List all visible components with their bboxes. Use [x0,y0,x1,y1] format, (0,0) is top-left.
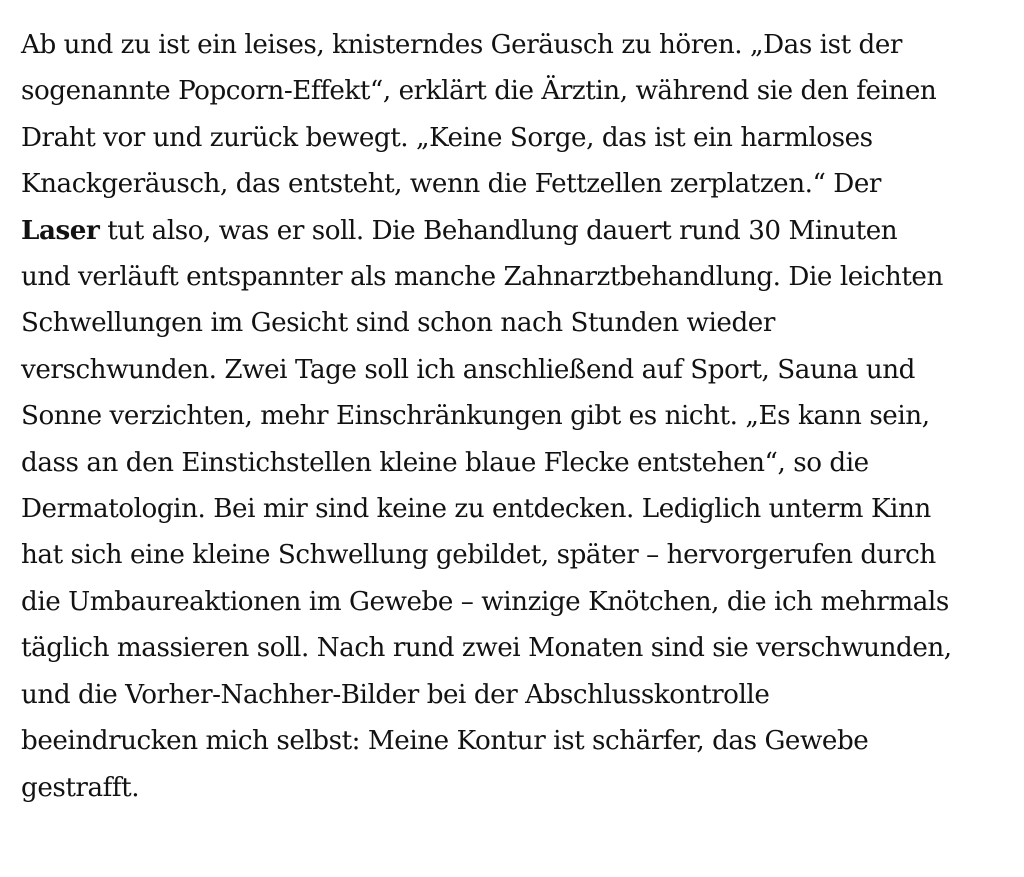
paragraph-line: sogenannte Popcorn-Effekt“, erklärt die Ärztin, während sie den feinen [21,76,937,107]
paragraph-line: Knackgeräusch, das entsteht, wenn die Fettzellen zerplatzen.“ Der [21,169,881,200]
paragraph-line: gestrafft. [21,772,140,803]
article-paragraph [21,22,1011,811]
paragraph-line: Schwellungen im Gesicht sind schon nach Stunden wieder [21,308,775,339]
paragraph-line: dass an den Einstichstellen kleine blaue Flecke entstehen“, so die [21,447,869,478]
paragraph-line: täglich massieren soll. Nach rund zwei Monaten sind sie verschwunden, [21,633,952,664]
paragraph-line: beeindrucken mich selbst: Meine Kontur ist schärfer, das Gewebe [21,726,869,757]
paragraph-line: Sonne verzichten, mehr Einschränkungen gibt es nicht. „Es kann sein, [21,401,930,432]
paragraph-line: Ab und zu ist ein leises, knisterndes Geräusch zu hören. „Das ist der [21,30,902,60]
paragraph-line: Dermatologin. Bei mir sind keine zu entdecken. Lediglich unterm Kinn [21,494,931,525]
paragraph-line: und die Vorher-Nachher-Bilder bei der Abschlusskontrolle [21,679,770,710]
paragraph-line: die Umbaureaktionen im Gewebe – winzige Knötchen, die ich mehrmals [21,586,949,617]
paragraph-line: Draht vor und zurück bewegt. „Keine Sorge, das ist ein harmloses [21,122,873,153]
paragraph-line: verschwunden. Zwei Tage soll ich anschließend auf Sport, Sauna und [21,354,915,385]
paragraph-line: hat sich eine kleine Schwellung gebildet, später – hervorgerufen durch [21,540,936,571]
paragraph-line [21,208,1011,254]
bold-term-laser: Laser [21,214,100,246]
paragraph-line-text: tut also, was er soll. Die Behandlung dauert rund 30 Minuten [99,215,898,246]
paragraph-line: und verläuft entspannter als manche Zahnarztbehandlung. Die leichten [21,262,943,293]
